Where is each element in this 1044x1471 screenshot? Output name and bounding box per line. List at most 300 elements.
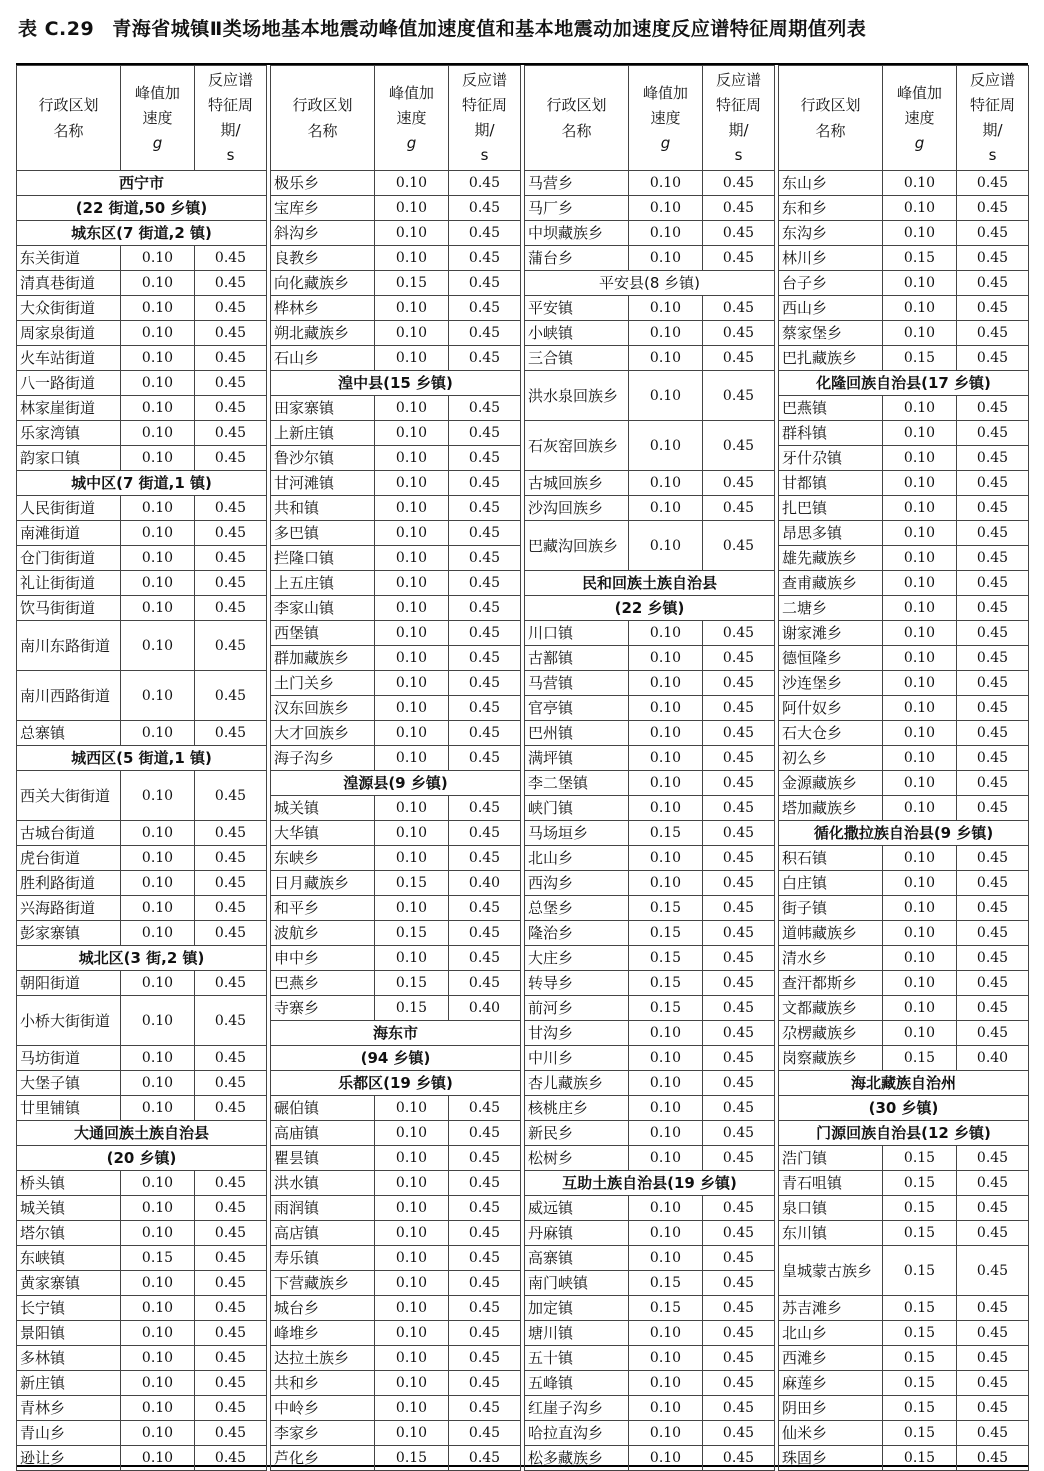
table-row bbox=[779, 271, 1029, 296]
peak-acceleration: 0.10 bbox=[121, 421, 195, 446]
header-period-unit: s bbox=[734, 146, 743, 164]
region-name: 皇城蒙古族乡 bbox=[779, 1246, 883, 1296]
region-name: 巴藏沟回族乡 bbox=[525, 521, 629, 571]
table-row bbox=[17, 1171, 267, 1196]
peak-acceleration: 0.10 bbox=[883, 1021, 957, 1046]
peak-acceleration: 0.10 bbox=[629, 746, 703, 771]
region-name: 林川乡 bbox=[779, 246, 883, 271]
characteristic-period: 0.45 bbox=[957, 546, 1029, 571]
region-name: 高店镇 bbox=[271, 1221, 375, 1246]
region-name: 寿乐镇 bbox=[271, 1246, 375, 1271]
peak-acceleration: 0.10 bbox=[629, 1071, 703, 1096]
region-name: 周家泉街道 bbox=[17, 321, 121, 346]
peak-acceleration: 0.10 bbox=[375, 171, 449, 196]
table-row bbox=[271, 696, 521, 721]
section-heading: (22 街道,50 乡镇) bbox=[17, 196, 267, 221]
table-row bbox=[17, 1421, 267, 1446]
table-row bbox=[271, 471, 521, 496]
region-name: 胜利路街道 bbox=[17, 871, 121, 896]
peak-acceleration: 0.15 bbox=[883, 346, 957, 371]
characteristic-period: 0.45 bbox=[957, 1246, 1029, 1296]
section-row bbox=[525, 596, 775, 621]
characteristic-period: 0.45 bbox=[957, 846, 1029, 871]
table-row bbox=[17, 521, 267, 546]
characteristic-period: 0.45 bbox=[195, 596, 267, 621]
table-row bbox=[525, 1221, 775, 1246]
characteristic-period: 0.45 bbox=[703, 471, 775, 496]
characteristic-period: 0.45 bbox=[703, 321, 775, 346]
table-row bbox=[271, 1396, 521, 1421]
table-row bbox=[779, 1346, 1029, 1371]
characteristic-period: 0.45 bbox=[957, 221, 1029, 246]
peak-acceleration: 0.10 bbox=[375, 1221, 449, 1246]
region-name: 扎巴镇 bbox=[779, 496, 883, 521]
table-row bbox=[779, 321, 1029, 346]
characteristic-period: 0.45 bbox=[957, 196, 1029, 221]
characteristic-period: 0.40 bbox=[449, 871, 521, 896]
characteristic-period: 0.45 bbox=[703, 871, 775, 896]
peak-acceleration: 0.10 bbox=[375, 1421, 449, 1446]
section-row bbox=[17, 471, 267, 496]
section-row bbox=[17, 1121, 267, 1146]
region-name: 总寨镇 bbox=[17, 721, 121, 746]
section-heading: 乐都区(19 乡镇) bbox=[271, 1071, 521, 1096]
characteristic-period: 0.45 bbox=[195, 1396, 267, 1421]
region-name: 八一路街道 bbox=[17, 371, 121, 396]
characteristic-period: 0.45 bbox=[703, 846, 775, 871]
table-row bbox=[525, 821, 775, 846]
region-name: 人民街街道 bbox=[17, 496, 121, 521]
characteristic-period: 0.45 bbox=[957, 971, 1029, 996]
peak-acceleration: 0.10 bbox=[121, 721, 195, 746]
peak-acceleration: 0.10 bbox=[121, 596, 195, 621]
header-pga bbox=[375, 66, 449, 171]
peak-acceleration: 0.10 bbox=[121, 671, 195, 721]
characteristic-period: 0.45 bbox=[957, 1396, 1029, 1421]
table-code: 表 C.29 bbox=[18, 18, 95, 40]
peak-acceleration: 0.15 bbox=[883, 1421, 957, 1446]
table-row bbox=[271, 646, 521, 671]
peak-acceleration: 0.10 bbox=[883, 271, 957, 296]
peak-acceleration: 0.15 bbox=[883, 1396, 957, 1421]
characteristic-period: 0.45 bbox=[703, 1371, 775, 1396]
region-name: 瞿昙镇 bbox=[271, 1146, 375, 1171]
table-row bbox=[525, 171, 775, 196]
peak-acceleration: 0.15 bbox=[375, 921, 449, 946]
table-row bbox=[525, 721, 775, 746]
characteristic-period: 0.45 bbox=[703, 621, 775, 646]
table-row bbox=[17, 496, 267, 521]
table-column-3 bbox=[524, 65, 774, 1465]
table-row bbox=[525, 946, 775, 971]
region-name: 五十镇 bbox=[525, 1346, 629, 1371]
table-row bbox=[271, 671, 521, 696]
region-name: 兴海路街道 bbox=[17, 896, 121, 921]
peak-acceleration: 0.10 bbox=[121, 1171, 195, 1196]
peak-acceleration: 0.10 bbox=[375, 346, 449, 371]
region-name: 塔加藏族乡 bbox=[779, 796, 883, 821]
characteristic-period: 0.45 bbox=[957, 496, 1029, 521]
characteristic-period: 0.45 bbox=[449, 1421, 521, 1446]
region-name: 城关镇 bbox=[271, 796, 375, 821]
characteristic-period: 0.45 bbox=[703, 971, 775, 996]
characteristic-period: 0.45 bbox=[957, 421, 1029, 446]
region-name: 达拉土族乡 bbox=[271, 1346, 375, 1371]
region-name: 初么乡 bbox=[779, 746, 883, 771]
region-name: 小峡镇 bbox=[525, 321, 629, 346]
peak-acceleration: 0.10 bbox=[883, 871, 957, 896]
region-name: 北山乡 bbox=[525, 846, 629, 871]
table-row bbox=[779, 921, 1029, 946]
table-row bbox=[779, 1296, 1029, 1321]
characteristic-period: 0.45 bbox=[703, 171, 775, 196]
peak-acceleration: 0.15 bbox=[629, 921, 703, 946]
characteristic-period: 0.45 bbox=[195, 1271, 267, 1296]
table-row bbox=[779, 421, 1029, 446]
peak-acceleration: 0.10 bbox=[883, 546, 957, 571]
characteristic-period: 0.45 bbox=[195, 346, 267, 371]
region-name: 浩门镇 bbox=[779, 1146, 883, 1171]
table-row bbox=[779, 396, 1029, 421]
region-name: 昂思多镇 bbox=[779, 521, 883, 546]
region-name: 饮马街街道 bbox=[17, 596, 121, 621]
peak-acceleration: 0.10 bbox=[883, 621, 957, 646]
characteristic-period: 0.45 bbox=[195, 371, 267, 396]
table-row bbox=[525, 1321, 775, 1346]
region-name: 峡门镇 bbox=[525, 796, 629, 821]
table-row bbox=[779, 996, 1029, 1021]
peak-acceleration: 0.10 bbox=[629, 1221, 703, 1246]
peak-acceleration: 0.10 bbox=[375, 1121, 449, 1146]
characteristic-period: 0.45 bbox=[195, 1346, 267, 1371]
characteristic-period: 0.45 bbox=[957, 696, 1029, 721]
characteristic-period: 0.45 bbox=[957, 1371, 1029, 1396]
section-heading: (30 乡镇) bbox=[779, 1096, 1029, 1121]
characteristic-period: 0.45 bbox=[449, 1321, 521, 1346]
characteristic-period: 0.45 bbox=[957, 346, 1029, 371]
table-row bbox=[17, 371, 267, 396]
table-row bbox=[779, 1146, 1029, 1171]
characteristic-period: 0.45 bbox=[195, 1071, 267, 1096]
region-name: 高庙镇 bbox=[271, 1121, 375, 1146]
peak-acceleration: 0.10 bbox=[121, 246, 195, 271]
table-row bbox=[271, 871, 521, 896]
peak-acceleration: 0.10 bbox=[629, 646, 703, 671]
peak-acceleration: 0.10 bbox=[121, 1046, 195, 1071]
characteristic-period: 0.45 bbox=[703, 696, 775, 721]
characteristic-period: 0.45 bbox=[195, 1321, 267, 1346]
table-row bbox=[779, 1171, 1029, 1196]
region-name: 南川西路街道 bbox=[17, 671, 121, 721]
peak-acceleration: 0.10 bbox=[375, 946, 449, 971]
peak-acceleration: 0.10 bbox=[629, 771, 703, 796]
characteristic-period: 0.45 bbox=[195, 846, 267, 871]
table-row bbox=[17, 1271, 267, 1296]
peak-acceleration: 0.10 bbox=[883, 421, 957, 446]
peak-acceleration: 0.10 bbox=[121, 1371, 195, 1396]
peak-acceleration: 0.10 bbox=[375, 1396, 449, 1421]
characteristic-period: 0.45 bbox=[703, 796, 775, 821]
region-name: 土门关乡 bbox=[271, 671, 375, 696]
region-table bbox=[524, 65, 775, 1471]
section-heading: 湟中县(15 乡镇) bbox=[271, 371, 521, 396]
region-name: 东川镇 bbox=[779, 1221, 883, 1246]
peak-acceleration: 0.10 bbox=[375, 671, 449, 696]
table-row bbox=[17, 621, 267, 671]
peak-acceleration: 0.10 bbox=[883, 296, 957, 321]
peak-acceleration: 0.10 bbox=[629, 1371, 703, 1396]
table-row bbox=[779, 1221, 1029, 1246]
region-name: 塔尔镇 bbox=[17, 1221, 121, 1246]
table-row bbox=[779, 621, 1029, 646]
region-name: 西沟乡 bbox=[525, 871, 629, 896]
peak-acceleration: 0.10 bbox=[629, 796, 703, 821]
table-row bbox=[525, 646, 775, 671]
peak-acceleration: 0.10 bbox=[883, 746, 957, 771]
table-row bbox=[525, 471, 775, 496]
region-name: 火车站街道 bbox=[17, 346, 121, 371]
region-name: 石大仓乡 bbox=[779, 721, 883, 746]
region-name: 马坊街道 bbox=[17, 1046, 121, 1071]
peak-acceleration: 0.10 bbox=[121, 1071, 195, 1096]
table-row bbox=[525, 1046, 775, 1071]
peak-acceleration: 0.10 bbox=[121, 271, 195, 296]
characteristic-period: 0.45 bbox=[957, 771, 1029, 796]
characteristic-period: 0.45 bbox=[703, 1396, 775, 1421]
table-row bbox=[271, 796, 521, 821]
table-row bbox=[525, 1096, 775, 1121]
peak-acceleration: 0.15 bbox=[883, 1046, 957, 1071]
peak-acceleration: 0.10 bbox=[883, 521, 957, 546]
peak-acceleration: 0.10 bbox=[375, 821, 449, 846]
characteristic-period: 0.45 bbox=[957, 1146, 1029, 1171]
table-row bbox=[271, 1271, 521, 1296]
characteristic-period: 0.45 bbox=[957, 646, 1029, 671]
table-row bbox=[525, 746, 775, 771]
peak-acceleration: 0.10 bbox=[375, 1296, 449, 1321]
peak-acceleration: 0.10 bbox=[629, 1021, 703, 1046]
section-row bbox=[525, 571, 775, 596]
table-column-4 bbox=[778, 65, 1028, 1465]
section-row bbox=[271, 1071, 521, 1096]
peak-acceleration: 0.10 bbox=[375, 246, 449, 271]
region-name: 珠固乡 bbox=[779, 1446, 883, 1471]
table-row bbox=[779, 646, 1029, 671]
table-row bbox=[271, 621, 521, 646]
peak-acceleration: 0.10 bbox=[375, 1196, 449, 1221]
region-name: 多林镇 bbox=[17, 1346, 121, 1371]
region-table bbox=[778, 65, 1029, 1471]
table-row bbox=[779, 346, 1029, 371]
table-row bbox=[17, 1096, 267, 1121]
peak-acceleration: 0.15 bbox=[375, 871, 449, 896]
table-row bbox=[271, 1296, 521, 1321]
table-row bbox=[17, 346, 267, 371]
peak-acceleration: 0.10 bbox=[121, 971, 195, 996]
characteristic-period: 0.45 bbox=[195, 1446, 267, 1471]
characteristic-period: 0.45 bbox=[703, 196, 775, 221]
peak-acceleration: 0.10 bbox=[375, 571, 449, 596]
table-row bbox=[271, 846, 521, 871]
characteristic-period: 0.45 bbox=[449, 171, 521, 196]
peak-acceleration: 0.10 bbox=[629, 696, 703, 721]
header-pga bbox=[629, 66, 703, 171]
characteristic-period: 0.45 bbox=[449, 346, 521, 371]
characteristic-period: 0.45 bbox=[957, 1221, 1029, 1246]
characteristic-period: 0.45 bbox=[195, 996, 267, 1046]
table-row bbox=[271, 1346, 521, 1371]
region-name: 中坝藏族乡 bbox=[525, 221, 629, 246]
table-row bbox=[779, 796, 1029, 821]
region-name: 大才回族乡 bbox=[271, 721, 375, 746]
region-name: 良教乡 bbox=[271, 246, 375, 271]
characteristic-period: 0.45 bbox=[195, 296, 267, 321]
peak-acceleration: 0.10 bbox=[883, 896, 957, 921]
section-heading: 城中区(7 街道,1 镇) bbox=[17, 471, 267, 496]
region-name: 巴州镇 bbox=[525, 721, 629, 746]
table-row bbox=[779, 846, 1029, 871]
region-name: 平安镇 bbox=[525, 296, 629, 321]
region-name: 甘河滩镇 bbox=[271, 471, 375, 496]
table-row bbox=[779, 1371, 1029, 1396]
header-period bbox=[195, 66, 267, 171]
table-row bbox=[271, 571, 521, 596]
characteristic-period: 0.45 bbox=[703, 1221, 775, 1246]
section-heading: (22 乡镇) bbox=[525, 596, 775, 621]
region-name: 极乐乡 bbox=[271, 171, 375, 196]
region-name: 蔡家堡乡 bbox=[779, 321, 883, 346]
seismic-table bbox=[16, 63, 1028, 1467]
table-row bbox=[525, 1446, 775, 1471]
characteristic-period: 0.45 bbox=[449, 921, 521, 946]
table-row bbox=[525, 371, 775, 421]
table-row bbox=[17, 1396, 267, 1421]
characteristic-period: 0.45 bbox=[449, 471, 521, 496]
peak-acceleration: 0.10 bbox=[375, 1246, 449, 1271]
table-row bbox=[779, 471, 1029, 496]
table-row bbox=[779, 221, 1029, 246]
peak-acceleration: 0.10 bbox=[121, 346, 195, 371]
region-name: 清真巷街道 bbox=[17, 271, 121, 296]
section-heading: 海东市 bbox=[271, 1021, 521, 1046]
region-name: 仙米乡 bbox=[779, 1421, 883, 1446]
region-name: 塘川镇 bbox=[525, 1321, 629, 1346]
peak-acceleration: 0.10 bbox=[629, 846, 703, 871]
characteristic-period: 0.40 bbox=[449, 996, 521, 1021]
region-name: 西关大街街道 bbox=[17, 771, 121, 821]
table-row bbox=[271, 1121, 521, 1146]
peak-acceleration: 0.10 bbox=[629, 721, 703, 746]
characteristic-period: 0.45 bbox=[957, 1196, 1029, 1221]
region-name: 松多藏族乡 bbox=[525, 1446, 629, 1471]
peak-acceleration: 0.10 bbox=[121, 871, 195, 896]
characteristic-period: 0.45 bbox=[449, 446, 521, 471]
table-row bbox=[271, 1221, 521, 1246]
header-name bbox=[779, 66, 883, 171]
table-row bbox=[271, 421, 521, 446]
region-name: 仓门街街道 bbox=[17, 546, 121, 571]
peak-acceleration: 0.10 bbox=[629, 321, 703, 346]
region-name: 李家乡 bbox=[271, 1421, 375, 1446]
peak-acceleration: 0.10 bbox=[883, 996, 957, 1021]
section-heading: 门源回族自治县(12 乡镇) bbox=[779, 1121, 1029, 1146]
region-name: 逊让乡 bbox=[17, 1446, 121, 1471]
table-row bbox=[271, 221, 521, 246]
peak-acceleration: 0.10 bbox=[629, 1321, 703, 1346]
peak-acceleration: 0.10 bbox=[629, 521, 703, 571]
header-pga-unit: g bbox=[406, 133, 417, 152]
peak-acceleration: 0.10 bbox=[121, 1346, 195, 1371]
table-row bbox=[779, 171, 1029, 196]
peak-acceleration: 0.10 bbox=[629, 171, 703, 196]
region-name: 松树乡 bbox=[525, 1146, 629, 1171]
region-name: 群科镇 bbox=[779, 421, 883, 446]
table-row bbox=[779, 596, 1029, 621]
peak-acceleration: 0.10 bbox=[375, 521, 449, 546]
characteristic-period: 0.45 bbox=[703, 221, 775, 246]
characteristic-period: 0.45 bbox=[195, 871, 267, 896]
header-row bbox=[525, 66, 775, 171]
table-row bbox=[271, 946, 521, 971]
region-name: 甘沟乡 bbox=[525, 1021, 629, 1046]
peak-acceleration: 0.10 bbox=[121, 846, 195, 871]
section-heading: 民和回族土族自治县 bbox=[525, 571, 775, 596]
section-row bbox=[17, 946, 267, 971]
table-row bbox=[779, 1421, 1029, 1446]
characteristic-period: 0.45 bbox=[449, 1121, 521, 1146]
characteristic-period: 0.45 bbox=[957, 446, 1029, 471]
region-name: 北山乡 bbox=[779, 1321, 883, 1346]
characteristic-period: 0.45 bbox=[449, 746, 521, 771]
characteristic-period: 0.45 bbox=[703, 1146, 775, 1171]
characteristic-period: 0.45 bbox=[957, 1296, 1029, 1321]
section-heading: (94 乡镇) bbox=[271, 1046, 521, 1071]
characteristic-period: 0.45 bbox=[449, 271, 521, 296]
peak-acceleration: 0.10 bbox=[121, 371, 195, 396]
region-name: 下营藏族乡 bbox=[271, 1271, 375, 1296]
region-name: 查甫藏族乡 bbox=[779, 571, 883, 596]
characteristic-period: 0.45 bbox=[195, 396, 267, 421]
region-name: 雄先藏族乡 bbox=[779, 546, 883, 571]
section-heading: 大通回族土族自治县 bbox=[17, 1121, 267, 1146]
region-name: 马场垣乡 bbox=[525, 821, 629, 846]
table-row bbox=[17, 421, 267, 446]
peak-acceleration: 0.10 bbox=[121, 1421, 195, 1446]
characteristic-period: 0.45 bbox=[195, 1371, 267, 1396]
table-row bbox=[779, 1021, 1029, 1046]
characteristic-period: 0.45 bbox=[449, 721, 521, 746]
section-row bbox=[271, 371, 521, 396]
table-row bbox=[525, 1421, 775, 1446]
peak-acceleration: 0.10 bbox=[629, 246, 703, 271]
section-row bbox=[525, 271, 775, 296]
table-row bbox=[271, 396, 521, 421]
region-name: 积石镇 bbox=[779, 846, 883, 871]
table-row bbox=[17, 321, 267, 346]
characteristic-period: 0.45 bbox=[703, 1021, 775, 1046]
peak-acceleration: 0.15 bbox=[883, 1246, 957, 1296]
section-heading: 城东区(7 街道,2 镇) bbox=[17, 221, 267, 246]
table-title-text: 青海省城镇Ⅱ类场地基本地震动峰值加速度值和基本地震动加速度反应谱特征周期值列表 bbox=[112, 18, 867, 40]
region-name: 申中乡 bbox=[271, 946, 375, 971]
characteristic-period: 0.45 bbox=[703, 896, 775, 921]
region-name: 和平乡 bbox=[271, 896, 375, 921]
peak-acceleration: 0.10 bbox=[883, 921, 957, 946]
characteristic-period: 0.45 bbox=[195, 496, 267, 521]
table-row bbox=[779, 1321, 1029, 1346]
peak-acceleration: 0.10 bbox=[375, 421, 449, 446]
table-row bbox=[17, 896, 267, 921]
